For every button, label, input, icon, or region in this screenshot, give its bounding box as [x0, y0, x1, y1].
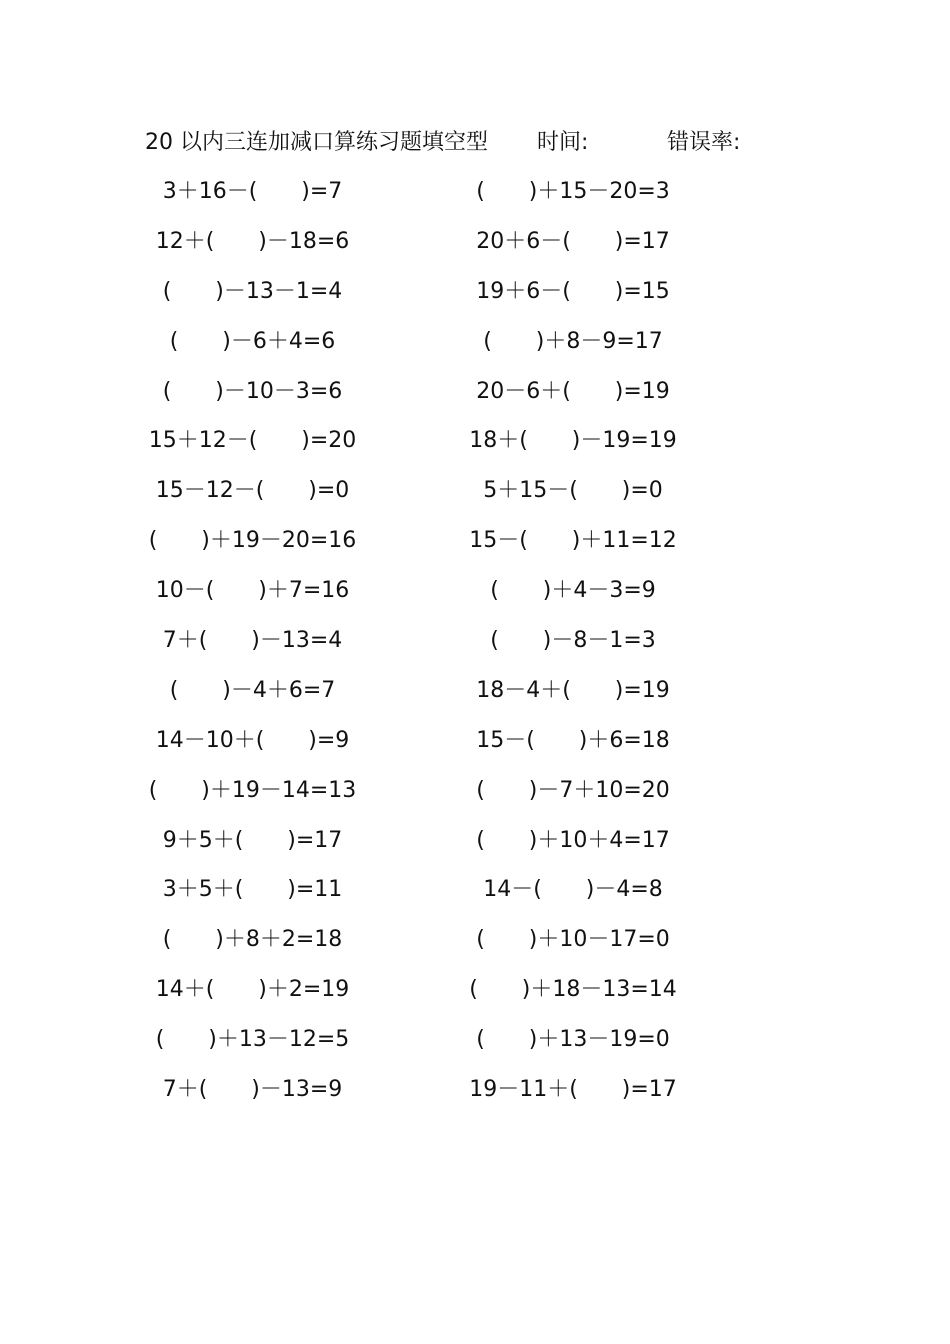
problem-left: ( )＋19－20=16: [148, 528, 357, 554]
problem-left: 7＋( )－13=9: [162, 1077, 343, 1103]
problem-row: [0, 621, 950, 671]
problem-row: [0, 222, 950, 272]
problem-row: [0, 1020, 950, 1070]
problem-row: [0, 821, 950, 871]
problem-left: 15－12－( )=0: [155, 478, 350, 504]
problem-list: [0, 172, 950, 1120]
problem-row: [0, 172, 950, 222]
problem-right: 19－11＋( )=17: [469, 1077, 677, 1103]
problem-row: [0, 771, 950, 821]
problem-left: 14－10＋( )=9: [155, 727, 350, 753]
problem-row: [0, 471, 950, 521]
problem-left: 3＋16－( )=7: [162, 179, 343, 204]
problem-right: 20＋6－( )=17: [476, 228, 670, 254]
problem-left: 7＋( )－13=4: [162, 628, 343, 654]
problem-right: ( )＋10＋4=17: [476, 827, 670, 853]
problem-left: ( )－13－1=4: [162, 278, 343, 304]
problem-right: 19＋6－( )=15: [476, 278, 670, 304]
problem-left: ( )－10－3=6: [162, 378, 343, 404]
problem-left: 15＋12－( )=20: [148, 428, 357, 454]
problem-left: ( )－4＋6=7: [169, 677, 336, 703]
problem-right: ( )＋15－20=3: [476, 179, 670, 204]
problem-left: ( )－6＋4=6: [169, 328, 336, 354]
problem-right: 18＋( )－19=19: [469, 428, 677, 454]
problem-row: [0, 521, 950, 571]
problem-left: ( )＋8＋2=18: [162, 927, 343, 953]
problem-row: [0, 322, 950, 372]
problem-row: [0, 721, 950, 771]
problem-left: ( )＋19－14=13: [148, 777, 357, 803]
problem-right: 20－6＋( )=19: [476, 378, 670, 404]
problem-row: [0, 372, 950, 422]
problem-left: 12＋( )－18=6: [155, 228, 350, 254]
problem-row: [0, 671, 950, 721]
problem-right: ( )＋13－19=0: [476, 1027, 670, 1053]
worksheet-title: 20 以内三连加减口算练习题填空型: [145, 130, 488, 155]
problem-right: ( )＋4－3=9: [490, 578, 656, 604]
problem-row: [0, 1070, 950, 1120]
problem-right: 14－( )－4=8: [483, 877, 663, 903]
problem-right: 18－4＋( )=19: [476, 677, 670, 703]
problem-row: [0, 571, 950, 621]
problem-right: ( )－7＋10=20: [476, 777, 670, 803]
problem-row: [0, 421, 950, 471]
problem-right: 15－( )＋11=12: [469, 528, 677, 554]
problem-left: 10－( )＋7=16: [155, 578, 350, 604]
problem-right: ( )＋10－17=0: [476, 927, 670, 953]
problem-left: 3＋5＋( )=11: [162, 877, 343, 903]
problem-right: ( )－8－1=3: [490, 628, 656, 654]
problem-right: 15－( )＋6=18: [476, 727, 670, 753]
problem-row: [0, 870, 950, 920]
problem-right: ( )＋18－13=14: [469, 977, 677, 1003]
problem-right: ( )＋8－9=17: [483, 328, 663, 354]
problem-row: [0, 920, 950, 970]
problem-row: [0, 272, 950, 322]
time-label: 时间:: [537, 130, 589, 155]
problem-left: 14＋( )＋2=19: [155, 977, 350, 1003]
problem-row: [0, 970, 950, 1020]
problem-right: 5＋15－( )=0: [483, 478, 663, 504]
error-rate-label: 错误率:: [667, 130, 741, 155]
problem-left: 9＋5＋( )=17: [162, 827, 343, 853]
problem-left: ( )＋13－12=5: [155, 1027, 350, 1053]
